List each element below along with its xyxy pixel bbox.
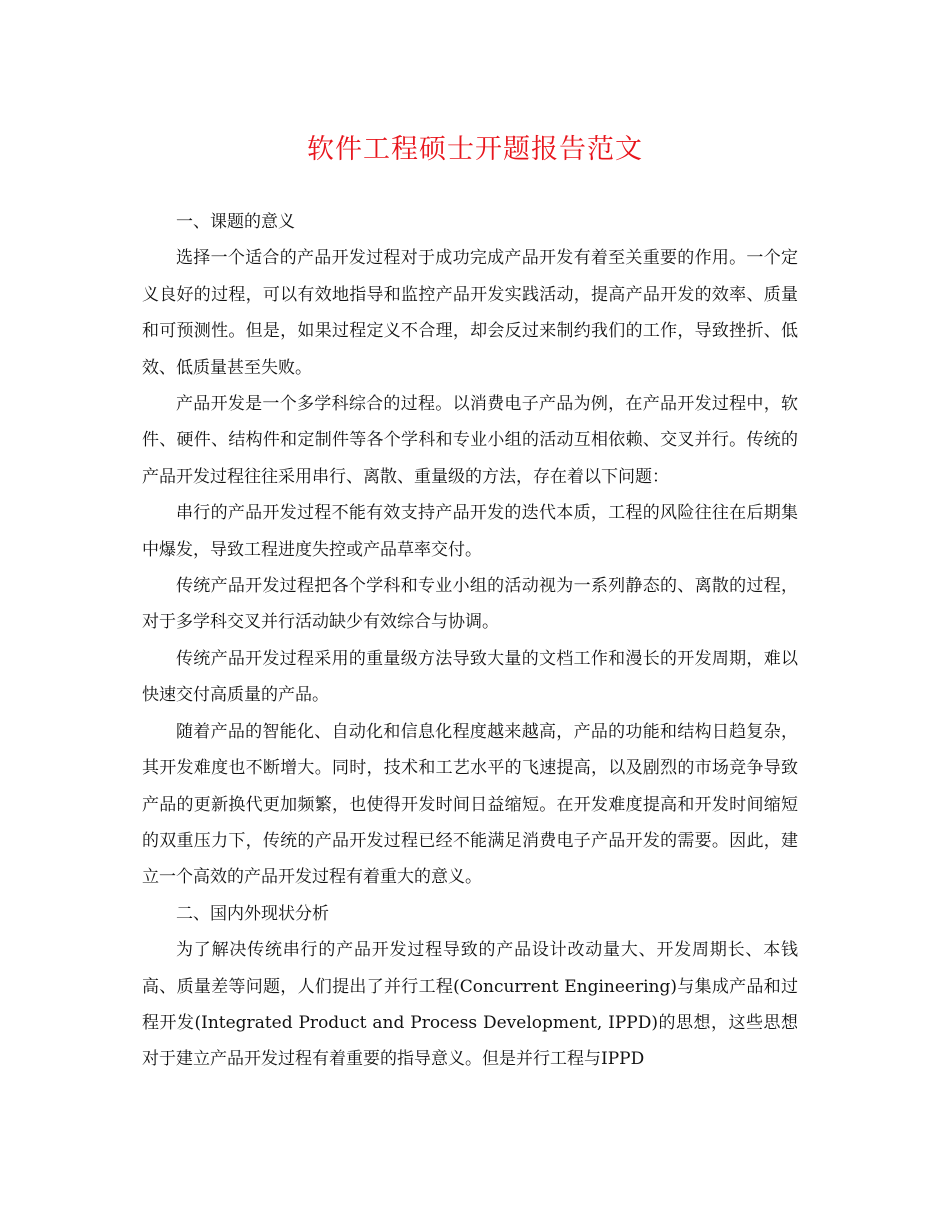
body-paragraph: 串行的产品开发过程不能有效支持产品开发的迭代本质，工程的风险往往在后期集中爆发，导致工程进度失控或产品草率交付。: [142, 503, 798, 560]
section-heading: 一、课题的意义: [176, 212, 295, 232]
body-paragraph: 产品开发是一个多学科综合的过程。以消费电子产品为例，在产品开发过程中，软件、硬件、结构件和定制件等各个学科和专业小组的活动互相依赖、交叉并行。传统的产品开发过程往往采用串行、离散、重量级的方法，存在着以下问题：: [142, 394, 798, 487]
body-paragraph: 传统产品开发过程把各个学科和专业小组的活动视为一系列静态的、离散的过程，对于多学科交叉并行活动缺少有效综合与协调。: [142, 576, 798, 633]
document-title: 软件工程硕士开题报告范文: [307, 134, 643, 165]
body-paragraph: 传统产品开发过程采用的重量级方法导致大量的文档工作和漫长的开发周期，难以快速交付高质量的产品。: [142, 648, 798, 706]
body-paragraph: 选择一个适合的产品开发过程对于成功完成产品开发有着至关重要的作用。一个定义良好的过程，可以有效地指导和监控产品开发实践活动，提高产品开发的效率、质量和可预测性。但是，如果过程定义不合理，却会反过来制约我们的工作，导致挫折、低效、低质量甚至失败。: [142, 248, 798, 378]
body-paragraph: 为了解决传统串行的产品开发过程导致的产品设计改动量大、开发周期长、本钱高、质量差等问题，人们提出了并行工程(Concurrent Engineering)与集成产品和过程开发(Integrated Product and Process Development, IPPD)的思想，这些思想对于建立产品开发过程有着重要的指导意义。但是并行工程与IPPD: [142, 940, 798, 1070]
document-body: [142, 204, 798, 1078]
section-heading: 二、国内外现状分析: [176, 903, 329, 924]
body-paragraph: 随着产品的智能化、自动化和信息化程度越来越高，产品的功能和结构日趋复杂，其开发难度也不断增大。同时，技术和工艺水平的飞速提高，以及剧烈的市场竞争导致产品的更新换代更加频繁，也使得开发时间日益缩短。在开发难度提高和开发时间缩短的双重压力下，传统的产品开发过程已经不能满足消费电子产品开发的需要。因此，建立一个高效的产品开发过程有着重大的意义。: [142, 721, 798, 888]
